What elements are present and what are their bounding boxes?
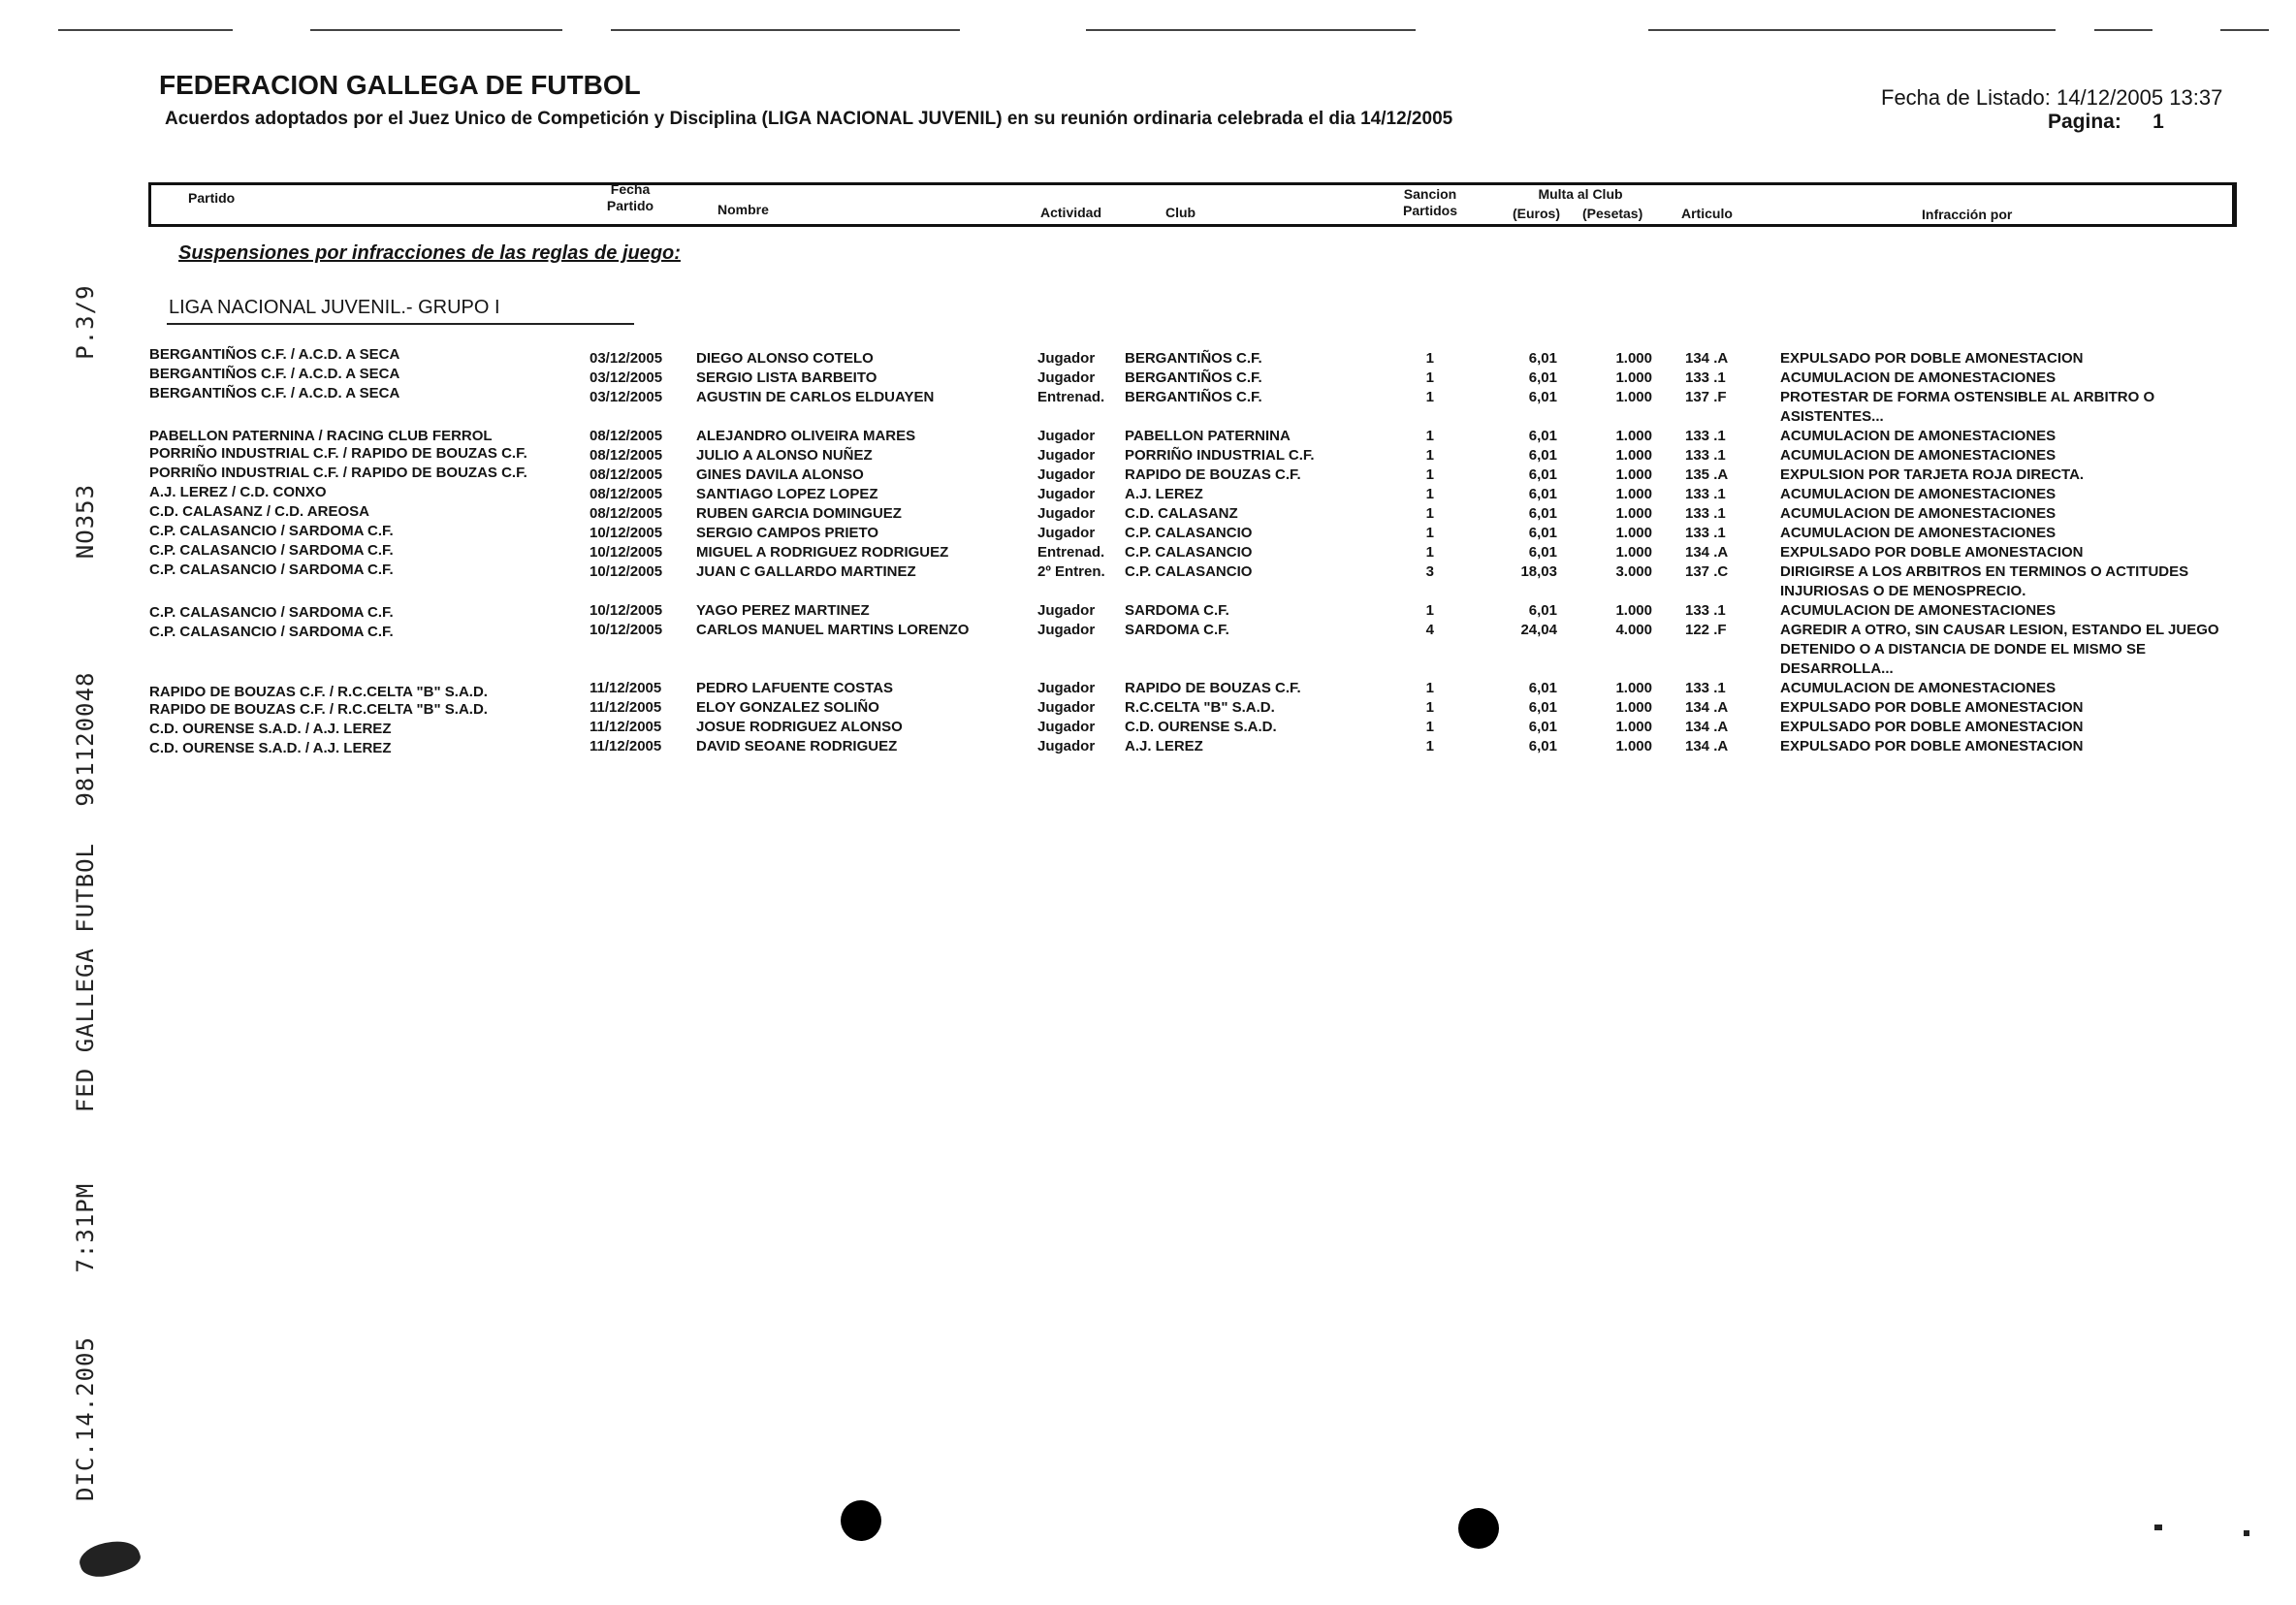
cell-euros: 6,01 bbox=[1528, 505, 1557, 522]
cell-infraccion: ACUMULACION DE AMONESTACIONES bbox=[1780, 447, 2057, 464]
cell-club: R.C.CELTA "B" S.A.D. bbox=[1125, 699, 1275, 716]
page-number: 1 bbox=[2152, 111, 2164, 133]
cell-partido: C.P. CALASANCIO / SARDOMA C.F. bbox=[149, 542, 394, 559]
col-sancion-line2: Partidos bbox=[1402, 203, 1457, 218]
page-indicator bbox=[2048, 111, 2164, 134]
scan-line bbox=[2094, 29, 2152, 31]
cell-articulo: 133 .1 bbox=[1685, 680, 1726, 696]
cell-articulo: 134 .A bbox=[1685, 719, 1729, 735]
cell-nombre: SERGIO LISTA BARBEITO bbox=[696, 369, 877, 386]
col-sancion bbox=[1387, 186, 1474, 219]
cell-partido: C.D. CALASANZ / C.D. AREOSA bbox=[149, 503, 369, 520]
cell-fecha: 11/12/2005 bbox=[590, 699, 662, 716]
cell-nombre: AGUSTIN DE CARLOS ELDUAYEN bbox=[696, 389, 935, 405]
cell-fecha: 08/12/2005 bbox=[590, 486, 663, 502]
col-actividad: Actividad bbox=[1040, 205, 1102, 220]
cell-pesetas: 1.000 bbox=[1615, 719, 1652, 735]
cell-club: BERGANTIÑOS C.F. bbox=[1125, 350, 1262, 367]
cell-nombre: SANTIAGO LOPEZ LOPEZ bbox=[696, 486, 878, 502]
cell-fecha: 08/12/2005 bbox=[590, 428, 663, 444]
cell-pesetas: 4.000 bbox=[1615, 622, 1652, 638]
cell-euros: 6,01 bbox=[1528, 525, 1557, 541]
scan-smudge bbox=[76, 1533, 143, 1583]
scan-line bbox=[1086, 29, 1416, 31]
cell-partido: C.D. OURENSE S.A.D. / A.J. LEREZ bbox=[149, 721, 392, 737]
fax-header bbox=[72, 284, 99, 1501]
cell-infraccion: AGREDIR A OTRO, SIN CAUSAR LESION, ESTANDO EL JUEGO DETENIDO O A DISTANCIA DE DONDE EL MISMO SE DESARROLLA... bbox=[1780, 622, 2219, 677]
cell-infraccion: EXPULSION POR TARJETA ROJA DIRECTA. bbox=[1780, 466, 2085, 483]
scan-line bbox=[2220, 29, 2269, 31]
cell-club: A.J. LEREZ bbox=[1125, 486, 1203, 502]
cell-pesetas: 1.000 bbox=[1615, 699, 1652, 716]
fax-number: 981120048 bbox=[72, 671, 99, 807]
cell-fecha: 03/12/2005 bbox=[590, 350, 663, 367]
cell-nombre: MIGUEL A RODRIGUEZ RODRIGUEZ bbox=[696, 544, 949, 561]
cell-actividad: Jugador bbox=[1037, 525, 1096, 541]
cell-partido: C.P. CALASANCIO / SARDOMA C.F. bbox=[149, 523, 394, 539]
cell-sancion: 1 bbox=[1425, 738, 1434, 754]
cell-nombre: RUBEN GARCIA DOMINGUEZ bbox=[696, 505, 902, 522]
cell-actividad: Jugador bbox=[1037, 428, 1096, 444]
cell-club: C.P. CALASANCIO bbox=[1125, 525, 1253, 541]
cell-fecha: 03/12/2005 bbox=[590, 389, 663, 405]
fax-job: NO353 bbox=[72, 483, 99, 560]
cell-fecha: 03/12/2005 bbox=[590, 369, 663, 386]
cell-sancion: 1 bbox=[1425, 369, 1434, 386]
col-fecha-line2: Partido bbox=[606, 198, 654, 213]
cell-partido: BERGANTIÑOS C.F. / A.C.D. A SECA bbox=[149, 346, 400, 363]
group-title: LIGA NACIONAL JUVENIL.- GRUPO I bbox=[169, 297, 500, 318]
col-pesetas: (Pesetas) bbox=[1582, 206, 1643, 221]
cell-actividad: Jugador bbox=[1037, 447, 1096, 464]
cell-fecha: 11/12/2005 bbox=[590, 738, 662, 754]
cell-club: BERGANTIÑOS C.F. bbox=[1125, 369, 1262, 386]
cell-fecha: 08/12/2005 bbox=[590, 466, 663, 483]
cell-partido: PORRIÑO INDUSTRIAL C.F. / RAPIDO DE BOUZAS C.F. bbox=[149, 445, 527, 462]
cell-infraccion: ACUMULACION DE AMONESTACIONES bbox=[1780, 369, 2057, 386]
cell-pesetas: 1.000 bbox=[1615, 369, 1652, 386]
cell-club: PORRIÑO INDUSTRIAL C.F. bbox=[1125, 447, 1315, 464]
cell-partido: BERGANTIÑOS C.F. / A.C.D. A SECA bbox=[149, 385, 400, 401]
cell-pesetas: 3.000 bbox=[1615, 563, 1652, 580]
cell-articulo: 122 .F bbox=[1685, 622, 1727, 638]
cell-actividad: Jugador bbox=[1037, 738, 1096, 754]
cell-fecha: 08/12/2005 bbox=[590, 447, 663, 464]
cell-infraccion: EXPULSADO POR DOBLE AMONESTACION bbox=[1780, 738, 2084, 754]
cell-euros: 6,01 bbox=[1528, 699, 1557, 716]
cell-nombre: GINES DAVILA ALONSO bbox=[696, 466, 864, 483]
cell-club: C.P. CALASANCIO bbox=[1125, 544, 1253, 561]
cell-articulo: 134 .A bbox=[1685, 350, 1729, 367]
cell-euros: 24,04 bbox=[1520, 622, 1557, 638]
cell-club: A.J. LEREZ bbox=[1125, 738, 1203, 754]
col-club: Club bbox=[1165, 205, 1196, 220]
cell-sancion: 1 bbox=[1425, 486, 1434, 502]
cell-club: SARDOMA C.F. bbox=[1125, 622, 1229, 638]
document-subtitle: Acuerdos adoptados por el Juez Unico de Competición y Disciplina (LIGA NACIONAL JUVENIL) en su reunión ordinaria celebrada el dia 14/12/2005 bbox=[165, 109, 1453, 129]
cell-actividad: Jugador bbox=[1037, 602, 1096, 619]
cell-fecha: 10/12/2005 bbox=[590, 563, 663, 580]
cell-infraccion: EXPULSADO POR DOBLE AMONESTACION bbox=[1780, 350, 2084, 367]
cell-club: SARDOMA C.F. bbox=[1125, 602, 1229, 619]
cell-infraccion: EXPULSADO POR DOBLE AMONESTACION bbox=[1780, 719, 2084, 735]
cell-partido: A.J. LEREZ / C.D. CONXO bbox=[149, 484, 327, 500]
cell-fecha: 11/12/2005 bbox=[590, 680, 662, 696]
cell-partido: RAPIDO DE BOUZAS C.F. / R.C.CELTA "B" S.A.D. bbox=[149, 701, 488, 718]
cell-club: RAPIDO DE BOUZAS C.F. bbox=[1125, 680, 1301, 696]
col-multa: Multa al Club bbox=[1538, 186, 1623, 202]
cell-nombre: SERGIO CAMPOS PRIETO bbox=[696, 525, 879, 541]
cell-nombre: PEDRO LAFUENTE COSTAS bbox=[696, 680, 894, 696]
cell-actividad: Jugador bbox=[1037, 369, 1096, 386]
fax-time: 7:31PM bbox=[72, 1182, 99, 1273]
listing-label: Fecha de Listado: bbox=[1881, 85, 2051, 110]
cell-pesetas: 1.000 bbox=[1615, 389, 1652, 405]
fax-date: DIC.14.2005 bbox=[72, 1336, 99, 1501]
cell-articulo: 133 .1 bbox=[1685, 369, 1726, 386]
cell-actividad: Jugador bbox=[1037, 699, 1096, 716]
page-label: Pagina: bbox=[2048, 111, 2121, 133]
cell-partido: RAPIDO DE BOUZAS C.F. / R.C.CELTA "B" S.A.D. bbox=[149, 684, 488, 700]
cell-pesetas: 1.000 bbox=[1615, 602, 1652, 619]
cell-pesetas: 1.000 bbox=[1615, 505, 1652, 522]
cell-partido: C.P. CALASANCIO / SARDOMA C.F. bbox=[149, 604, 394, 621]
cell-sancion: 1 bbox=[1425, 428, 1434, 444]
cell-nombre: JUAN C GALLARDO MARTINEZ bbox=[696, 563, 916, 580]
cell-actividad: Jugador bbox=[1037, 680, 1096, 696]
cell-fecha: 10/12/2005 bbox=[590, 622, 663, 638]
cell-actividad: Jugador bbox=[1037, 622, 1096, 638]
cell-partido: PABELLON PATERNINA / RACING CLUB FERROL bbox=[149, 428, 493, 444]
col-articulo: Articulo bbox=[1681, 206, 1733, 221]
col-infraccion: Infracción por bbox=[1922, 207, 2013, 222]
cell-sancion: 1 bbox=[1425, 389, 1434, 405]
cell-club: RAPIDO DE BOUZAS C.F. bbox=[1125, 466, 1301, 483]
cell-euros: 6,01 bbox=[1528, 466, 1557, 483]
cell-actividad: 2º Entren. bbox=[1037, 563, 1105, 580]
cell-pesetas: 1.000 bbox=[1615, 466, 1652, 483]
cell-infraccion: ACUMULACION DE AMONESTACIONES bbox=[1780, 525, 2057, 541]
cell-euros: 18,03 bbox=[1520, 563, 1557, 580]
section-title: Suspensiones por infracciones de las reglas de juego: bbox=[178, 242, 681, 264]
cell-club: BERGANTIÑOS C.F. bbox=[1125, 389, 1262, 405]
document-title: FEDERACION GALLEGA DE FUTBOL bbox=[159, 70, 641, 100]
col-euros: (Euros) bbox=[1513, 206, 1560, 221]
cell-articulo: 137 .C bbox=[1685, 563, 1729, 580]
cell-pesetas: 1.000 bbox=[1615, 447, 1652, 464]
cell-sancion: 1 bbox=[1425, 525, 1434, 541]
col-fecha-line1: Fecha bbox=[610, 181, 651, 197]
cell-club: C.D. OURENSE S.A.D. bbox=[1125, 719, 1277, 735]
cell-sancion: 1 bbox=[1425, 350, 1434, 367]
punch-hole bbox=[841, 1500, 881, 1541]
cell-nombre: ELOY GONZALEZ SOLIÑO bbox=[696, 699, 879, 716]
cell-actividad: Jugador bbox=[1037, 466, 1096, 483]
cell-euros: 6,01 bbox=[1528, 447, 1557, 464]
cell-pesetas: 1.000 bbox=[1615, 350, 1652, 367]
cell-partido: C.P. CALASANCIO / SARDOMA C.F. bbox=[149, 624, 394, 640]
cell-nombre: ALEJANDRO OLIVEIRA MARES bbox=[696, 428, 916, 444]
cell-articulo: 134 .A bbox=[1685, 699, 1729, 716]
scan-line bbox=[310, 29, 562, 31]
cell-actividad: Jugador bbox=[1037, 350, 1096, 367]
col-fecha bbox=[591, 181, 669, 214]
cell-sancion: 1 bbox=[1425, 602, 1434, 619]
cell-sancion: 1 bbox=[1425, 699, 1434, 716]
cell-euros: 6,01 bbox=[1528, 486, 1557, 502]
cell-fecha: 10/12/2005 bbox=[590, 544, 663, 561]
cell-articulo: 134 .A bbox=[1685, 738, 1729, 754]
cell-euros: 6,01 bbox=[1528, 369, 1557, 386]
cell-sancion: 1 bbox=[1425, 466, 1434, 483]
scan-line bbox=[58, 29, 233, 31]
cell-sancion: 1 bbox=[1425, 505, 1434, 522]
cell-partido: C.P. CALASANCIO / SARDOMA C.F. bbox=[149, 562, 394, 578]
cell-actividad: Entrenad. bbox=[1037, 544, 1105, 561]
cell-nombre: DAVID SEOANE RODRIGUEZ bbox=[696, 738, 898, 754]
listing-value: 14/12/2005 13:37 bbox=[2057, 85, 2223, 110]
cell-nombre: DIEGO ALONSO COTELO bbox=[696, 350, 874, 367]
cell-articulo: 133 .1 bbox=[1685, 447, 1726, 464]
cell-articulo: 133 .1 bbox=[1685, 602, 1726, 619]
cell-pesetas: 1.000 bbox=[1615, 486, 1652, 502]
cell-fecha: 10/12/2005 bbox=[590, 602, 663, 619]
cell-sancion: 1 bbox=[1425, 680, 1434, 696]
cell-infraccion: EXPULSADO POR DOBLE AMONESTACION bbox=[1780, 544, 2084, 561]
cell-club: PABELLON PATERNINA bbox=[1125, 428, 1291, 444]
cell-articulo: 135 .A bbox=[1685, 466, 1729, 483]
cell-infraccion: PROTESTAR DE FORMA OSTENSIBLE AL ARBITRO O ASISTENTES... bbox=[1780, 389, 2155, 425]
cell-sancion: 4 bbox=[1425, 622, 1434, 638]
scan-smudge bbox=[2154, 1525, 2162, 1530]
cell-actividad: Jugador bbox=[1037, 719, 1096, 735]
cell-pesetas: 1.000 bbox=[1615, 680, 1652, 696]
cell-euros: 6,01 bbox=[1528, 544, 1557, 561]
cell-fecha: 08/12/2005 bbox=[590, 505, 663, 522]
cell-infraccion: ACUMULACION DE AMONESTACIONES bbox=[1780, 428, 2057, 444]
scan-smudge bbox=[2244, 1530, 2249, 1536]
cell-club: C.P. CALASANCIO bbox=[1125, 563, 1253, 580]
cell-euros: 6,01 bbox=[1528, 680, 1557, 696]
group-underline bbox=[167, 323, 634, 325]
cell-nombre: JOSUE RODRIGUEZ ALONSO bbox=[696, 719, 903, 735]
fax-page: P.3/9 bbox=[72, 284, 99, 360]
col-partido: Partido bbox=[188, 190, 236, 206]
punch-hole bbox=[1458, 1508, 1499, 1549]
cell-sancion: 1 bbox=[1425, 544, 1434, 561]
listing-date bbox=[1881, 85, 2222, 111]
col-sancion-line1: Sancion bbox=[1403, 186, 1457, 202]
cell-pesetas: 1.000 bbox=[1615, 525, 1652, 541]
cell-articulo: 133 .1 bbox=[1685, 505, 1726, 522]
cell-euros: 6,01 bbox=[1528, 389, 1557, 405]
cell-pesetas: 1.000 bbox=[1615, 428, 1652, 444]
cell-articulo: 134 .A bbox=[1685, 544, 1729, 561]
cell-euros: 6,01 bbox=[1528, 719, 1557, 735]
cell-actividad: Entrenad. bbox=[1037, 389, 1105, 405]
cell-partido: PORRIÑO INDUSTRIAL C.F. / RAPIDO DE BOUZAS C.F. bbox=[149, 465, 527, 481]
cell-infraccion: DIRIGIRSE A LOS ARBITROS EN TERMINOS O ACTITUDES INJURIOSAS O DE MENOSPRECIO. bbox=[1780, 563, 2189, 599]
cell-articulo: 133 .1 bbox=[1685, 525, 1726, 541]
cell-infraccion: ACUMULACION DE AMONESTACIONES bbox=[1780, 505, 2057, 522]
cell-nombre: YAGO PEREZ MARTINEZ bbox=[696, 602, 870, 619]
scan-line bbox=[1648, 29, 2056, 31]
cell-euros: 6,01 bbox=[1528, 602, 1557, 619]
cell-partido: BERGANTIÑOS C.F. / A.C.D. A SECA bbox=[149, 366, 400, 382]
cell-partido: C.D. OURENSE S.A.D. / A.J. LEREZ bbox=[149, 740, 392, 756]
cell-infraccion: ACUMULACION DE AMONESTACIONES bbox=[1780, 602, 2057, 619]
cell-articulo: 133 .1 bbox=[1685, 428, 1726, 444]
cell-actividad: Jugador bbox=[1037, 505, 1096, 522]
cell-euros: 6,01 bbox=[1528, 350, 1557, 367]
scan-line bbox=[611, 29, 960, 31]
cell-nombre: CARLOS MANUEL MARTINS LORENZO bbox=[696, 622, 970, 638]
cell-nombre: JULIO A ALONSO NUÑEZ bbox=[696, 447, 873, 464]
cell-infraccion: EXPULSADO POR DOBLE AMONESTACION bbox=[1780, 699, 2084, 716]
cell-sancion: 1 bbox=[1425, 447, 1434, 464]
cell-sancion: 3 bbox=[1425, 563, 1434, 580]
cell-pesetas: 1.000 bbox=[1615, 738, 1652, 754]
cell-pesetas: 1.000 bbox=[1615, 544, 1652, 561]
cell-fecha: 10/12/2005 bbox=[590, 525, 663, 541]
cell-actividad: Jugador bbox=[1037, 486, 1096, 502]
cell-articulo: 137 .F bbox=[1685, 389, 1727, 405]
cell-infraccion: ACUMULACION DE AMONESTACIONES bbox=[1780, 486, 2057, 502]
cell-infraccion: ACUMULACION DE AMONESTACIONES bbox=[1780, 680, 2057, 696]
col-nombre: Nombre bbox=[718, 202, 769, 217]
cell-fecha: 11/12/2005 bbox=[590, 719, 662, 735]
cell-articulo: 133 .1 bbox=[1685, 486, 1726, 502]
cell-euros: 6,01 bbox=[1528, 738, 1557, 754]
cell-club: C.D. CALASANZ bbox=[1125, 505, 1238, 522]
cell-euros: 6,01 bbox=[1528, 428, 1557, 444]
fax-sender: FED GALLEGA FUTBOL bbox=[72, 843, 99, 1113]
cell-sancion: 1 bbox=[1425, 719, 1434, 735]
